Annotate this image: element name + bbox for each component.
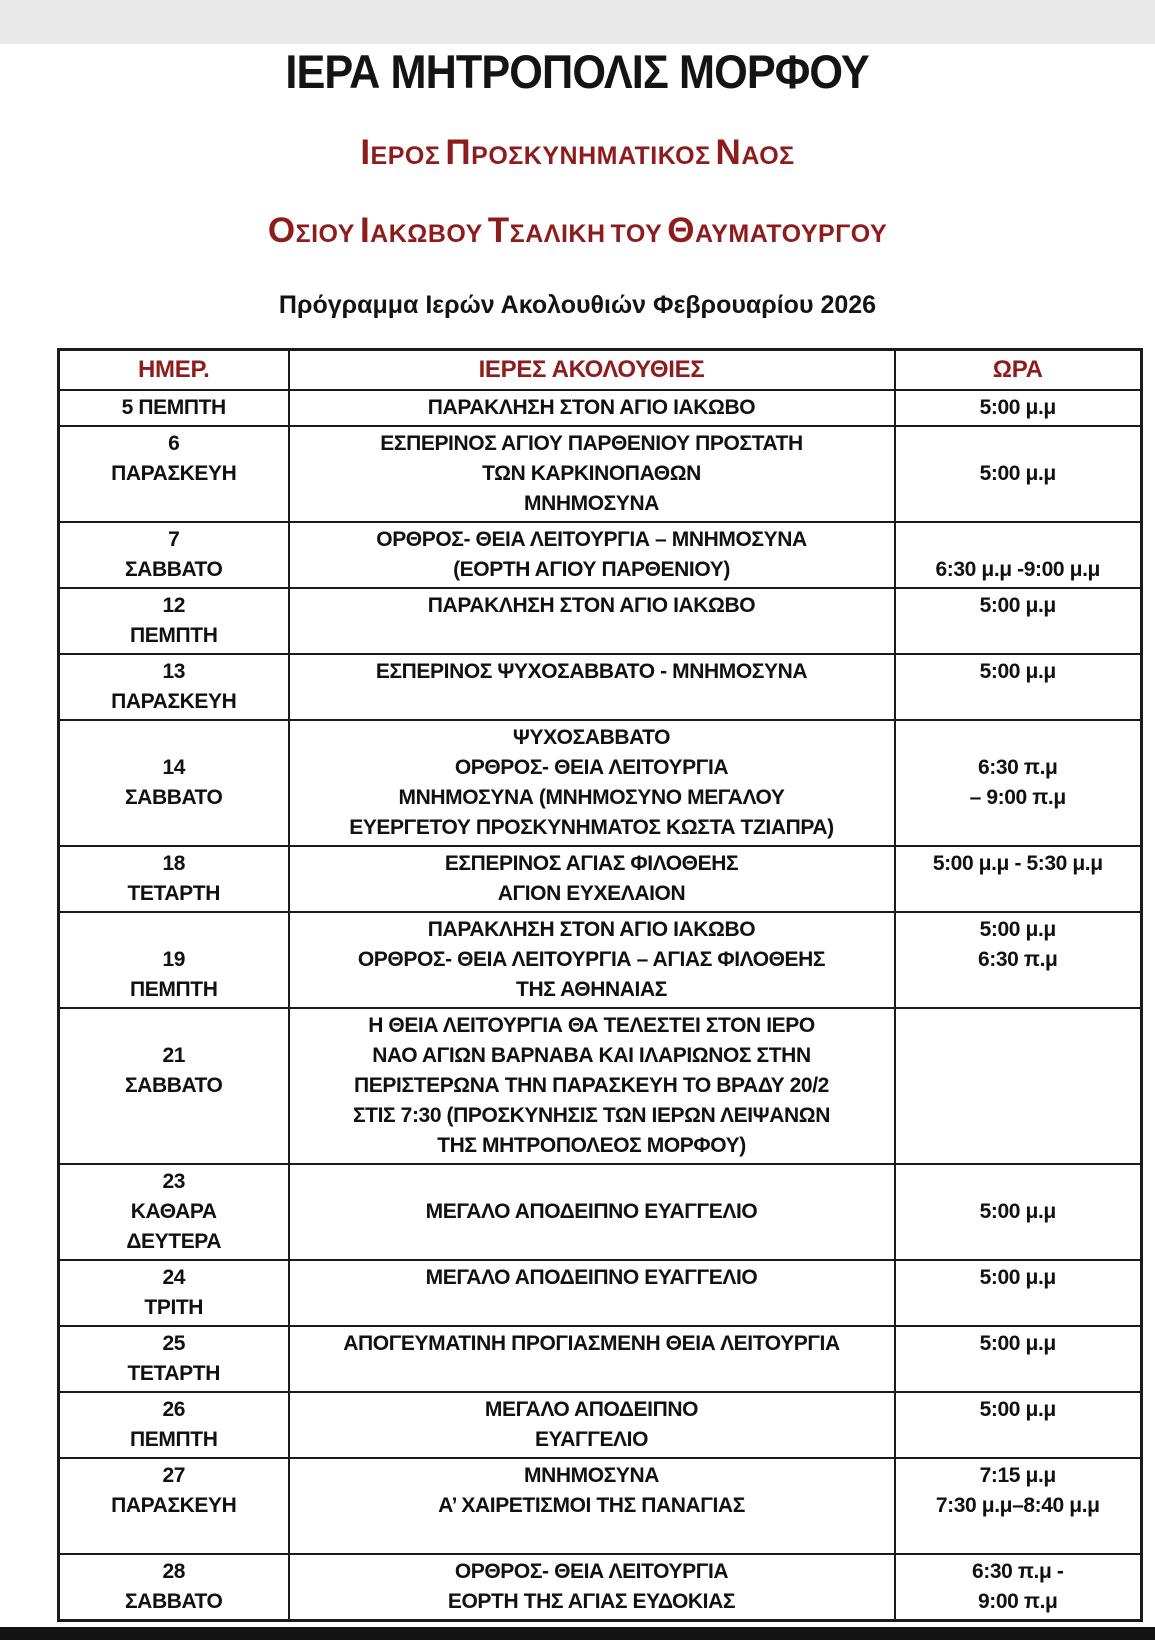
date-line: 21 (162, 1044, 186, 1067)
date-line: ΤΡΙΤΗ (144, 1296, 204, 1319)
time-line: 5:00 μ.μ - 5:30 μ.μ (932, 852, 1103, 875)
services-line (294, 1167, 890, 1197)
services-line: ΟΡΘΡΟΣ- ΘΕΙΑ ΛΕΙΤΟΥΡΓΙΑ (454, 1560, 729, 1583)
cell-date (59, 1392, 289, 1458)
date-line: 18 (162, 852, 186, 875)
date-line: 26 (162, 1398, 186, 1421)
time-line: 6:30 μ.μ -9:00 μ.μ (935, 558, 1100, 581)
time-line: 5:00 μ.μ (979, 1398, 1056, 1421)
date-line (64, 1101, 284, 1131)
services-line: ΜΕΓΑΛΟ ΑΠΟΔΕΙΠΝΟ (484, 1398, 699, 1421)
date-line: 19 (162, 948, 186, 971)
date-line: ΤΕΤΑΡΤΗ (127, 882, 220, 905)
date-line: 12 (162, 594, 186, 617)
page-title (0, 44, 1155, 99)
cell-services (289, 1458, 895, 1554)
time-line (900, 1011, 1137, 1041)
services-line: ΝΑΟ ΑΓΙΩΝ ΒΑΡΝΑΒΑ ΚΑΙ ΙΛΑΡΙΩΝΟΣ ΣΤΗΝ (372, 1044, 811, 1067)
date-line: ΠΕΜΠΤΗ (130, 978, 218, 1001)
time-line (900, 1101, 1137, 1131)
cell-services (289, 426, 895, 522)
services-line: ΠΑΡΑΚΛΗΣΗ ΣΤΟΝ ΑΓΙΟ ΙΑΚΩΒΟ (427, 594, 756, 617)
subtitle-church-type: ΙΕΡΟΣ ΠΡΟΣΚΥΝΗΜΑΤΙΚΟΣ ΝΑΟΣ (360, 133, 795, 172)
cell-services (289, 720, 895, 846)
schedule-row (59, 720, 1142, 846)
services-line: ΣΤΙΣ 7:30 (ΠΡΟΣΚΥΝΗΣΙΣ ΤΩΝ ΙΕΡΩΝ ΛΕΙΨΑΝΩΝ (352, 1104, 830, 1127)
services-line: ΕΣΠΕΡΙΝΟΣ ΑΓΙΟΥ ΠΑΡΘΕΝΙΟΥ ΠΡΟΣΤΑΤΗ (380, 432, 803, 455)
cell-date (59, 522, 289, 588)
time-line (900, 1131, 1137, 1161)
bottom-black-bar (0, 1627, 1155, 1640)
schedule-row (59, 1554, 1142, 1621)
time-line (900, 621, 1137, 651)
date-line: ΠΑΡΑΣΚΕΥΗ (111, 1494, 237, 1517)
time-line (900, 1425, 1137, 1455)
cell-time (895, 912, 1142, 1008)
date-line: ΔΕΥΤΕΡΑ (126, 1230, 222, 1253)
time-line (900, 813, 1137, 843)
cell-time (895, 1164, 1142, 1260)
services-line: ΜΝΗΜΟΣΥΝΑ (ΜΝΗΜΟΣΥΝΟ ΜΕΓΑΛΟΥ (398, 786, 785, 809)
program-title: Πρόγραμμα Ιερών Ακολουθιών Φεβρουαρίου 2026 (278, 291, 877, 319)
time-line: 5:00 μ.μ (979, 918, 1056, 941)
services-line: Α’ ΧΑΙΡΕΤΙΣΜΟΙ ΤΗΣ ΠΑΝΑΓΙΑΣ (438, 1494, 745, 1517)
date-line: ΠΕΜΠΤΗ (130, 624, 218, 647)
cell-time (895, 1458, 1142, 1554)
cell-date (59, 912, 289, 1008)
date-line: 28 (162, 1560, 186, 1583)
cell-services (289, 1008, 895, 1164)
services-line: ΤΗΣ ΑΘΗΝΑΙΑΣ (516, 978, 667, 1001)
services-line: ΟΡΘΡΟΣ- ΘΕΙΑ ΛΕΙΤΟΥΡΓΙΑ – ΑΓΙΑΣ ΦΙΛΟΘΕΗΣ (357, 948, 826, 971)
time-line (900, 879, 1137, 909)
cell-services (289, 1260, 895, 1326)
schedule-table-body (59, 390, 1142, 1621)
time-line: 5:00 μ.μ (979, 1332, 1056, 1355)
schedule-row (59, 846, 1142, 912)
services-line: ΕΥΑΓΓΕΛΙΟ (534, 1428, 649, 1451)
cell-time (895, 720, 1142, 846)
time-line: 5:00 μ.μ (979, 660, 1056, 683)
date-line: ΚΑΘΑΡΑ (130, 1200, 217, 1223)
time-line: 5:00 μ.μ (979, 1266, 1056, 1289)
time-line (900, 1167, 1137, 1197)
time-line (900, 723, 1137, 753)
schedule-row (59, 912, 1142, 1008)
column-header-time: ΩΡΑ (895, 350, 1142, 391)
date-line: ΤΕΤΑΡΤΗ (127, 1362, 220, 1385)
time-line: 6:30 π.μ (978, 948, 1058, 971)
schedule-row (59, 1164, 1142, 1260)
cell-date (59, 846, 289, 912)
schedule-row (59, 654, 1142, 720)
schedule-row (59, 1458, 1142, 1554)
services-line: ΑΠΟΓΕΥΜΑΤΙΝΗ ΠΡΟΓΙΑΣΜΕΝΗ ΘΕΙΑ ΛΕΙΤΟΥΡΓΙΑ (343, 1332, 840, 1355)
cell-services (289, 522, 895, 588)
time-line: 5:00 μ.μ (979, 1200, 1056, 1223)
time-line (900, 1359, 1137, 1389)
services-line (294, 1293, 890, 1323)
date-line: 13 (162, 660, 186, 683)
cell-date (59, 426, 289, 522)
cell-date (59, 1458, 289, 1554)
schedule-row (59, 588, 1142, 654)
time-line: 5:00 μ.μ (979, 462, 1056, 485)
column-header-date: ΗΜΕΡ. (59, 350, 289, 391)
services-line: ΜΕΓΑΛΟ ΑΠΟΔΕΙΠΝΟ ΕΥΑΓΓΕΛΙΟ (425, 1266, 758, 1289)
cell-date (59, 1260, 289, 1326)
cell-services (289, 912, 895, 1008)
date-line: 27 (162, 1464, 186, 1487)
time-line (900, 687, 1137, 717)
date-line: 5 ΠΕΜΠΤΗ (121, 396, 226, 419)
date-line: 6 (168, 432, 180, 455)
services-line: ΜΝΗΜΟΣΥΝΑ (524, 492, 659, 515)
date-line: 24 (162, 1266, 186, 1289)
cell-services (289, 1554, 895, 1621)
services-line: ΟΡΘΡΟΣ- ΘΕΙΑ ΛΕΙΤΟΥΡΓΙΑ – ΜΝΗΜΟΣΥΝΑ (376, 528, 807, 551)
date-line: 7 (168, 528, 180, 551)
date-line (64, 1011, 284, 1041)
time-line (900, 975, 1137, 1005)
cell-date (59, 1008, 289, 1164)
time-line: 9:00 π.μ (978, 1590, 1058, 1613)
time-line (900, 1227, 1137, 1257)
services-line (294, 1359, 890, 1389)
cell-services (289, 1392, 895, 1458)
cell-date (59, 720, 289, 846)
cell-time (895, 846, 1142, 912)
services-line (294, 1227, 890, 1257)
cell-services (289, 846, 895, 912)
cell-time (895, 1554, 1142, 1621)
cell-services (289, 390, 895, 426)
date-line: ΣΑΒΒΑΤΟ (124, 1074, 223, 1097)
services-line: ΕΥΕΡΓΕΤΟΥ ΠΡΟΣΚΥΝΗΜΑΤΟΣ ΚΩΣΤΑ ΤΖΙΑΠΡΑ) (349, 816, 834, 839)
cell-time (895, 390, 1142, 426)
schedule-row (59, 390, 1142, 426)
time-line: 5:00 μ.μ (979, 396, 1056, 419)
cell-services (289, 588, 895, 654)
cell-services (289, 654, 895, 720)
date-line: 25 (162, 1332, 186, 1355)
services-line: ΠΑΡΑΚΛΗΣΗ ΣΤΟΝ ΑΓΙΟ ΙΑΚΩΒΟ (427, 918, 756, 941)
services-line: ΕΣΠΕΡΙΝΟΣ ΑΓΙΑΣ ΦΙΛΟΘΕΗΣ (444, 852, 739, 875)
services-line: ΕΟΡΤΗ ΤΗΣ ΑΓΙΑΣ ΕΥΔΟΚΙΑΣ (447, 1590, 736, 1613)
date-line (64, 1521, 284, 1551)
header-row (59, 350, 1142, 391)
time-line (900, 1071, 1137, 1101)
services-line: (ΕΟΡΤΗ ΑΓΙΟΥ ΠΑΡΘΕΝΙΟΥ) (453, 558, 730, 581)
time-line (900, 1041, 1137, 1071)
date-line: 14 (162, 756, 186, 779)
cell-date (59, 1164, 289, 1260)
cell-time (895, 654, 1142, 720)
services-line: ΠΑΡΑΚΛΗΣΗ ΣΤΟΝ ΑΓΙΟ ΙΑΚΩΒΟ (427, 396, 756, 419)
schedule-row (59, 426, 1142, 522)
services-line (294, 1521, 890, 1551)
services-line: ΠΕΡΙΣΤΕΡΩΝΑ ΤΗΝ ΠΑΡΑΣΚΕΥΗ ΤΟ ΒΡΑΔΥ 20/2 (354, 1074, 829, 1097)
cell-time (895, 588, 1142, 654)
date-line: 23 (162, 1170, 186, 1193)
cell-date (59, 390, 289, 426)
schedule-row (59, 1392, 1142, 1458)
column-header-services: ΙΕΡΕΣ ΑΚΟΛΟΥΘΙΕΣ (289, 350, 895, 391)
services-line: ΟΡΘΡΟΣ- ΘΕΙΑ ΛΕΙΤΟΥΡΓΙΑ (454, 756, 729, 779)
cell-time (895, 1392, 1142, 1458)
services-line: Η ΘΕΙΑ ΛΕΙΤΟΥΡΓΙΑ ΘΑ ΤΕΛΕΣΤΕΙ ΣΤΟΝ ΙΕΡΟ (368, 1014, 815, 1037)
time-line: 5:00 μ.μ (979, 594, 1056, 617)
time-line (900, 489, 1137, 519)
services-line (294, 621, 890, 651)
time-line: – 9:00 π.μ (969, 786, 1066, 809)
date-line (64, 489, 284, 519)
time-line (900, 429, 1137, 459)
cell-date (59, 588, 289, 654)
date-line: ΠΑΡΑΣΚΕΥΗ (111, 462, 237, 485)
cell-time (895, 1326, 1142, 1392)
date-line: ΠΑΡΑΣΚΕΥΗ (111, 690, 237, 713)
time-line: 6:30 π.μ (978, 756, 1058, 779)
services-line: ΨΥΧΟΣΑΒΒΑΤΟ (512, 726, 671, 749)
cell-time (895, 522, 1142, 588)
services-line: ΕΣΠΕΡΙΝΟΣ ΨΥΧΟΣΑΒΒΑΤΟ - ΜΝΗΜΟΣΥΝΑ (375, 660, 808, 683)
schedule-row (59, 1260, 1142, 1326)
date-line (64, 1131, 284, 1161)
schedule-table (57, 348, 1143, 1622)
time-line: 7:30 μ.μ–8:40 μ.μ (935, 1494, 1100, 1517)
date-line (64, 813, 284, 843)
time-line: 6:30 π.μ - (972, 1560, 1064, 1583)
date-line (64, 723, 284, 753)
time-line: 7:15 μ.μ (979, 1464, 1056, 1487)
services-line: ΜΕΓΑΛΟ ΑΠΟΔΕΙΠΝΟ ΕΥΑΓΓΕΛΙΟ (425, 1200, 758, 1223)
schedule-row (59, 1008, 1142, 1164)
time-line (900, 1293, 1137, 1323)
schedule-row (59, 522, 1142, 588)
services-line: ΜΝΗΜΟΣΥΝΑ (524, 1464, 659, 1487)
schedule-row (59, 1326, 1142, 1392)
cell-time (895, 426, 1142, 522)
schedule-table-header (59, 350, 1142, 391)
date-line: ΠΕΜΠΤΗ (130, 1428, 218, 1451)
services-line: ΑΓΙΟΝ ΕΥΧΕΛΑΙΟΝ (497, 882, 686, 905)
cell-time (895, 1260, 1142, 1326)
services-line: ΤΗΣ ΜΗΤΡΟΠΟΛΕΟΣ ΜΟΡΦΟΥ) (437, 1134, 746, 1157)
cell-date (59, 654, 289, 720)
services-line: ΤΩΝ ΚΑΡΚΙΝΟΠΑΘΩΝ (482, 462, 701, 485)
date-line: ΣΑΒΒΑΤΟ (124, 786, 223, 809)
services-line (294, 687, 890, 717)
date-line: ΣΑΒΒΑΤΟ (124, 558, 223, 581)
time-line (900, 525, 1137, 555)
document-page (0, 44, 1155, 1643)
cell-time (895, 1008, 1142, 1164)
subtitle-saint-name: ΟΣΙΟΥ ΙΑΚΩΒΟΥ ΤΣΑΛΙΚΗ ΤΟΥ ΘΑΥΜΑΤΟΥΡΓΟΥ (267, 211, 888, 250)
cell-services (289, 1164, 895, 1260)
time-line (900, 1521, 1137, 1551)
date-line (64, 915, 284, 945)
cell-date (59, 1326, 289, 1392)
cell-services (289, 1326, 895, 1392)
date-line: ΣΑΒΒΑΤΟ (124, 1590, 223, 1613)
cell-date (59, 1554, 289, 1621)
page-title-text: ΙΕΡΑ ΜΗΤΡΟΠΟΛΙΣ ΜΟΡΦΟΥ (285, 45, 870, 98)
